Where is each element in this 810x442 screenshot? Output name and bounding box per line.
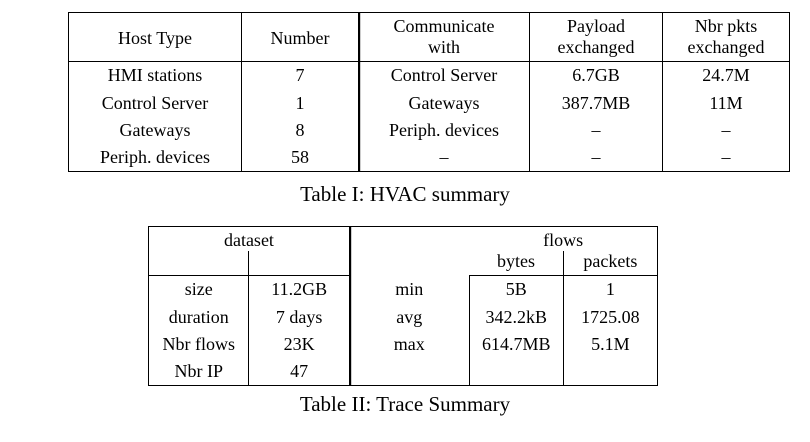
table-row xyxy=(69,62,790,90)
header-communicate-with-line2: with xyxy=(359,37,530,62)
cell-number: 1 xyxy=(295,92,305,113)
cell-payload-exchanged: – xyxy=(530,144,663,172)
header-payload-line2: exchanged xyxy=(530,37,663,62)
table-header-row xyxy=(149,227,658,252)
table-header-row xyxy=(69,13,790,38)
cell-flow-packets: 1 xyxy=(605,279,615,300)
header-flows-spacer xyxy=(349,227,469,276)
table-row xyxy=(69,90,790,117)
table-row xyxy=(149,304,658,331)
cell-flow-stat-label xyxy=(349,358,469,386)
cell-nbr-pkts-exchanged: 24.7M xyxy=(702,65,750,86)
cell-flow-packets: 1725.08 xyxy=(581,306,640,327)
cell-dataset-value: 47 xyxy=(249,358,349,386)
header-communicate-with-line1: Communicate xyxy=(359,13,530,38)
cell-nbr-pkts-exchanged: 11M xyxy=(709,92,743,113)
cell-flow-stat-label: max xyxy=(349,331,469,358)
cell-flow-bytes: 342.2kB xyxy=(469,304,563,331)
cell-number: 7 xyxy=(295,65,305,86)
cell-dataset-value: 23K xyxy=(249,331,349,358)
cell-flow-bytes xyxy=(469,358,563,386)
cell-payload-exchanged: – xyxy=(530,117,663,144)
cell-nbr-pkts-exchanged: – xyxy=(721,147,731,168)
header-dataset-value-blank xyxy=(249,251,349,276)
cell-dataset-label: Nbr IP xyxy=(149,358,249,386)
header-nbr-pkts-line1: Nbr pkts xyxy=(694,16,758,36)
header-flows: flows xyxy=(543,230,584,250)
cell-dataset-label: Nbr flows xyxy=(149,331,249,358)
header-bytes: bytes xyxy=(469,251,563,276)
cell-dataset-value: 11.2GB xyxy=(249,276,349,304)
table-row xyxy=(149,331,658,358)
cell-payload-exchanged: 6.7GB xyxy=(530,62,663,90)
cell-dataset-label: duration xyxy=(149,304,249,331)
header-nbr-pkts-line2: exchanged xyxy=(663,37,790,62)
header-packets: packets xyxy=(563,251,657,276)
table-2-caption: Table II: Trace Summary xyxy=(299,392,511,416)
cell-number: 58 xyxy=(291,147,309,168)
header-dataset-blank xyxy=(149,251,249,276)
cell-flow-packets xyxy=(563,358,657,386)
cell-flow-packets: 5.1M xyxy=(591,333,630,354)
cell-host-type: Periph. devices xyxy=(69,144,242,172)
cell-communicate-with: Periph. devices xyxy=(359,117,530,144)
table-1-container xyxy=(68,12,765,172)
table-row xyxy=(149,276,658,304)
trace-summary-table xyxy=(148,226,658,386)
cell-flow-stat-label: min xyxy=(349,276,469,304)
table-row xyxy=(149,358,658,386)
cell-communicate-with: Gateways xyxy=(359,90,530,117)
hvac-summary-table xyxy=(68,12,790,172)
header-number: Number xyxy=(242,13,359,62)
cell-number: 8 xyxy=(295,119,305,140)
table-row xyxy=(69,144,790,172)
cell-host-type: Gateways xyxy=(69,117,242,144)
cell-flow-bytes: 614.7MB xyxy=(469,331,563,358)
header-payload-line1: Payload xyxy=(530,13,663,38)
table-row xyxy=(69,117,790,144)
cell-flow-bytes: 5B xyxy=(469,276,563,304)
cell-host-type: HMI stations xyxy=(69,62,242,90)
cell-nbr-pkts-exchanged: – xyxy=(721,119,731,140)
table-2-container xyxy=(148,226,658,386)
table-1-caption: Table I: HVAC summary xyxy=(300,182,510,206)
cell-dataset-label: size xyxy=(149,276,249,304)
header-host-type: Host Type xyxy=(69,13,242,62)
header-dataset: dataset xyxy=(149,227,350,252)
cell-flow-stat-label: avg xyxy=(349,304,469,331)
cell-communicate-with: – xyxy=(359,144,530,172)
cell-dataset-value: 7 days xyxy=(249,304,349,331)
cell-payload-exchanged: 387.7MB xyxy=(530,90,663,117)
cell-communicate-with: Control Server xyxy=(359,62,530,90)
cell-host-type: Control Server xyxy=(69,90,242,117)
